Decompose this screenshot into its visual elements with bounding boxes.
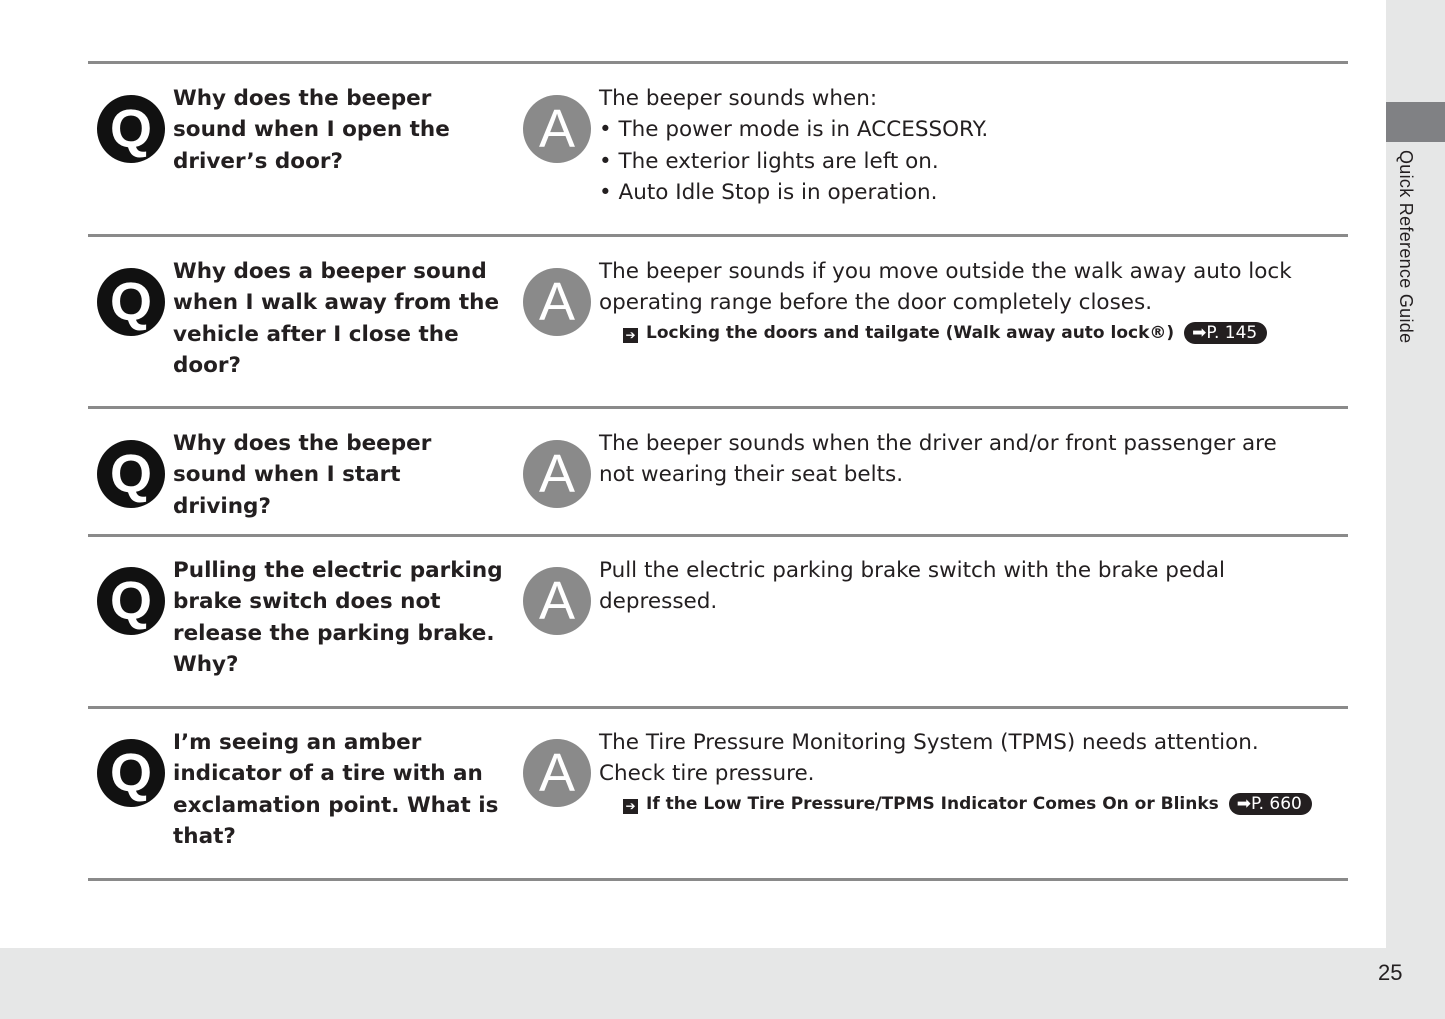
- footer-band: [0, 948, 1386, 1019]
- answer-text: [599, 428, 1339, 491]
- question-line: Why does a beeper sound: [173, 259, 487, 284]
- question-text: [173, 727, 503, 852]
- answer-line: Check tire pressure.: [599, 761, 815, 787]
- answer-line: The beeper sounds if you move outside the walk away auto lock: [599, 259, 1292, 284]
- answer-text: [599, 83, 1339, 208]
- divider: [88, 878, 1348, 881]
- section-tab-marker: [1386, 102, 1445, 142]
- cross-reference-link[interactable]: [623, 319, 1339, 347]
- question-line: I’m seeing an amber: [173, 730, 422, 755]
- question-line: indicator of a tire with an: [173, 761, 483, 787]
- answer-line: • The exterior lights are left on.: [599, 148, 939, 174]
- answer-line: not wearing their seat belts.: [599, 462, 904, 488]
- answer-icon: A: [523, 440, 591, 508]
- reference-title: If the Low Tire Pressure/TPMS Indicator Comes On or Blinks: [646, 793, 1219, 814]
- cross-reference-link[interactable]: [623, 790, 1339, 818]
- arrow-right-icon: ➔: [623, 328, 638, 343]
- question-line: release the parking brake.: [173, 620, 495, 646]
- question-line: driver’s door?: [173, 148, 343, 174]
- question-line: that?: [173, 823, 236, 849]
- divider: [88, 534, 1348, 537]
- question-text: [173, 555, 503, 680]
- question-icon: Q: [97, 268, 165, 336]
- question-line: Why?: [173, 651, 239, 677]
- question-line: Pulling the electric parking: [173, 558, 503, 583]
- question-icon: Q: [97, 567, 165, 635]
- answer-line: operating range before the door completely closes.: [599, 290, 1153, 316]
- question-line: brake switch does not: [173, 589, 441, 615]
- question-icon: Q: [97, 440, 165, 508]
- divider: [88, 406, 1348, 409]
- answer-line: The beeper sounds when:: [599, 86, 878, 111]
- question-icon: Q: [97, 739, 165, 807]
- page-reference: P. 660: [1250, 793, 1302, 814]
- question-text: [173, 256, 503, 381]
- page-reference-badge[interactable]: ➡P. 145: [1184, 322, 1267, 344]
- answer-line: • The power mode is in ACCESSORY.: [599, 117, 989, 143]
- question-text: [173, 83, 503, 177]
- answer-line: The Tire Pressure Monitoring System (TPMS) needs attention.: [599, 730, 1259, 755]
- question-line: Why does the beeper: [173, 431, 432, 456]
- section-title: Quick Reference Guide: [1396, 150, 1416, 344]
- answer-line: depressed.: [599, 589, 718, 615]
- question-line: vehicle after I close the: [173, 321, 459, 347]
- page-number: 25: [1378, 960, 1403, 985]
- answer-text: [599, 256, 1339, 347]
- question-line: Why does the beeper: [173, 86, 432, 111]
- answer-icon: A: [523, 268, 591, 336]
- divider: [88, 706, 1348, 709]
- question-line: exclamation point. What is: [173, 792, 499, 818]
- question-line: sound when I open the: [173, 117, 450, 143]
- question-icon: Q: [97, 95, 165, 163]
- divider: [88, 61, 1348, 64]
- reference-title: Locking the doors and tailgate (Walk away auto lock®): [646, 322, 1175, 343]
- answer-icon: A: [523, 95, 591, 163]
- answer-line: Pull the electric parking brake switch with the brake pedal: [599, 558, 1225, 583]
- answer-line: • Auto Idle Stop is in operation.: [599, 179, 938, 205]
- page-reference-badge[interactable]: ➡P. 660: [1229, 793, 1312, 815]
- question-line: sound when I start driving?: [173, 462, 401, 519]
- question-line: door?: [173, 352, 242, 378]
- arrow-right-icon: ➔: [623, 799, 638, 814]
- answer-icon: A: [523, 739, 591, 807]
- answer-icon: A: [523, 567, 591, 635]
- answer-text: [599, 727, 1339, 818]
- answer-text: [599, 555, 1339, 618]
- question-text: [173, 428, 503, 522]
- page-reference: P. 145: [1206, 322, 1258, 343]
- question-line: when I walk away from the: [173, 290, 500, 316]
- answer-line: The beeper sounds when the driver and/or front passenger are: [599, 431, 1277, 456]
- divider: [88, 234, 1348, 237]
